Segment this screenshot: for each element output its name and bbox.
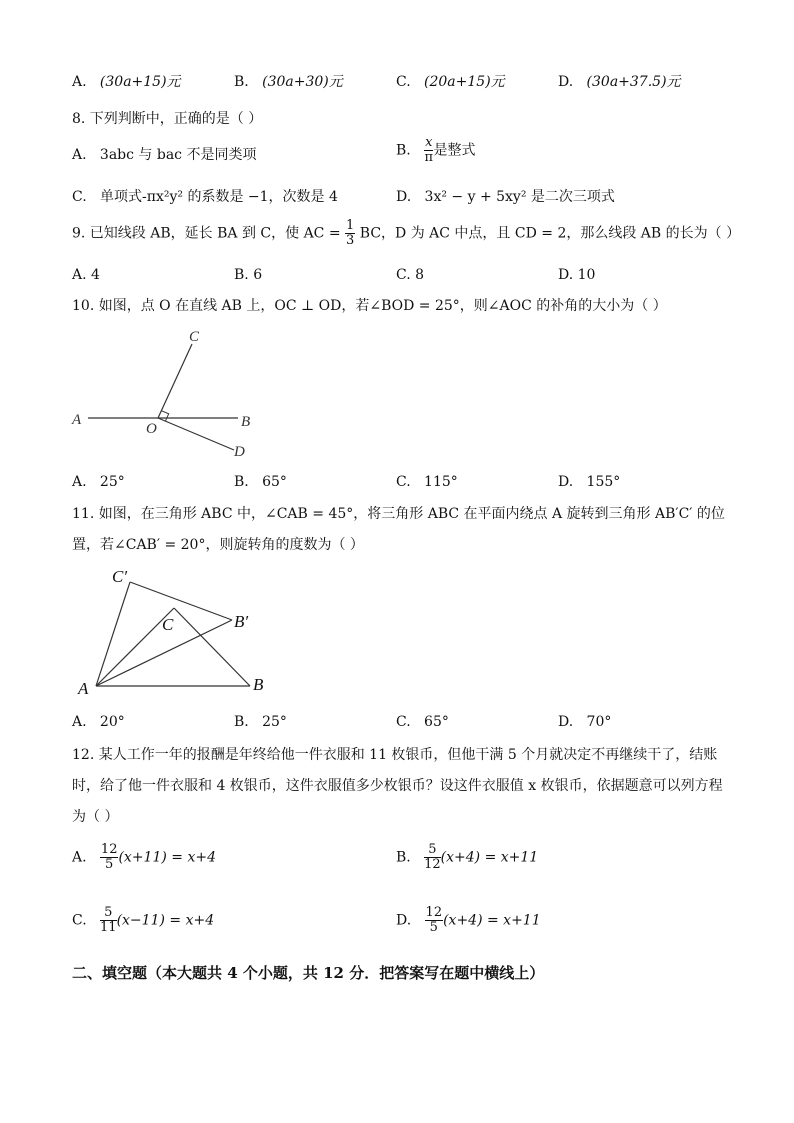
option-label: C. bbox=[72, 912, 87, 929]
q8-option-a bbox=[72, 146, 256, 164]
q8-option-b bbox=[396, 136, 475, 165]
q12-stem-line3: 为（ ） bbox=[72, 809, 119, 825]
label-c-prime: C′ bbox=[112, 567, 128, 586]
option-label: B. bbox=[234, 74, 249, 90]
option-text: 单项式-πx²y² 的系数是 −1，次数是 4 bbox=[100, 189, 338, 205]
option-label: D. bbox=[558, 714, 574, 730]
option-text: (30a+15)元 bbox=[99, 74, 181, 90]
q9-option-a: A. 4 bbox=[72, 267, 100, 283]
fraction-denominator: 11 bbox=[100, 920, 117, 935]
fraction-denominator: π bbox=[424, 150, 434, 165]
option-text: (x+11) = x+4 bbox=[118, 849, 216, 866]
q11-option-c bbox=[396, 713, 449, 731]
q10-option-b bbox=[234, 473, 287, 491]
option-text: 25° bbox=[99, 474, 125, 490]
fraction-denominator: 12 bbox=[424, 857, 441, 872]
q12-option-c bbox=[72, 906, 214, 935]
q10-option-d bbox=[558, 473, 620, 491]
option-text: 65° bbox=[262, 474, 287, 490]
q8-option-d bbox=[396, 188, 615, 206]
q9-option-d: D. 10 bbox=[558, 267, 596, 283]
option-label: D. bbox=[396, 912, 412, 929]
option-text: 3abc 与 bac 不是同类项 bbox=[99, 147, 257, 163]
option-text: (x+4) = x+11 bbox=[443, 912, 541, 929]
label-b: B bbox=[253, 675, 264, 694]
stem-text: 9. 已知线段 AB，延长 BA 到 C，使 AC = bbox=[72, 225, 341, 242]
option-label: A. bbox=[72, 714, 87, 730]
fraction-numerator: 1 bbox=[346, 218, 355, 233]
q12-option-a bbox=[72, 843, 216, 872]
q12-option-b bbox=[396, 843, 538, 872]
q7-option-c bbox=[396, 73, 505, 91]
q11-stem-line2: 置，若∠CAB′ = 20°，则旋转角的度数为（ ） bbox=[72, 537, 364, 553]
option-text: 115° bbox=[424, 474, 458, 490]
q9-stem bbox=[72, 219, 740, 248]
q11-option-d bbox=[558, 713, 611, 731]
fraction-denominator: 3 bbox=[346, 233, 355, 248]
q10-stem: 10. 如图，点 O 在直线 AB 上，OC ⊥ OD，若∠BOD = 25°，则∠AOC 的补角的大小为（ ） bbox=[72, 298, 667, 314]
label-b-prime: B′ bbox=[234, 612, 249, 631]
option-label: B. bbox=[396, 849, 411, 866]
option-text: 3x² − y + 5xy² 是二次三项式 bbox=[424, 189, 615, 205]
q12-stem-line1: 12. 某人工作一年的报酬是年终给他一件衣服和 11 枚银币，但他干满 5 个月就决定不再继续干了，结账 bbox=[72, 747, 718, 763]
fraction-numerator: 12 bbox=[100, 842, 118, 857]
fraction bbox=[100, 843, 119, 872]
label-c: C bbox=[162, 615, 174, 634]
fraction bbox=[345, 219, 355, 248]
q11-option-b bbox=[234, 713, 287, 731]
option-text: 70° bbox=[586, 714, 612, 730]
option-text: (x−11) = x+4 bbox=[116, 912, 215, 929]
label-o: O bbox=[146, 421, 157, 437]
option-label: D. bbox=[558, 474, 574, 490]
fraction bbox=[100, 906, 117, 935]
fraction-denominator: 5 bbox=[105, 857, 114, 872]
section-heading: 二、填空题（本大题共 4 个小题，共 12 分．把答案写在题中横线上） bbox=[72, 964, 545, 982]
q11-figure bbox=[70, 560, 280, 700]
option-label: A. bbox=[72, 74, 87, 90]
label-b: B bbox=[241, 414, 251, 430]
option-text: (30a+30)元 bbox=[262, 74, 343, 90]
fraction-denominator: 5 bbox=[429, 920, 438, 935]
q8-option-c bbox=[72, 188, 338, 206]
option-label: C. bbox=[396, 74, 411, 90]
fraction bbox=[425, 906, 444, 935]
segment-c1b1 bbox=[130, 582, 232, 620]
option-text: 20° bbox=[99, 714, 125, 730]
fraction bbox=[424, 843, 441, 872]
option-text: 是整式 bbox=[433, 142, 476, 159]
option-label: A. bbox=[72, 147, 87, 163]
q7-option-a bbox=[72, 73, 181, 91]
option-label: D. bbox=[396, 189, 412, 205]
ray-oc bbox=[158, 344, 192, 418]
q11-stem-line1: 11. 如图，在三角形 ABC 中，∠CAB = 45°，将三角形 ABC 在平面内绕点 A 旋转到三角形 AB′C′ 的位 bbox=[72, 506, 725, 522]
fraction-numerator: 5 bbox=[100, 906, 117, 921]
option-label: C. bbox=[396, 474, 411, 490]
option-label: B. bbox=[396, 142, 411, 159]
q10-figure bbox=[66, 322, 266, 462]
q9-option-c: C. 8 bbox=[396, 267, 425, 283]
label-c: C bbox=[189, 329, 200, 345]
option-text: (20a+15)元 bbox=[424, 74, 505, 90]
option-text: 65° bbox=[424, 714, 449, 730]
q9-option-b: B. 6 bbox=[234, 267, 263, 283]
label-d: D bbox=[234, 444, 245, 460]
stem-text: BC，D 为 AC 中点，且 CD = 2，那么线段 AB 的长为（ ） bbox=[359, 225, 741, 242]
option-label: A. bbox=[72, 849, 87, 866]
option-label: C. bbox=[396, 714, 411, 730]
q8-stem: 8. 下列判断中，正确的是（ ） bbox=[72, 111, 263, 127]
option-text: (x+4) = x+11 bbox=[440, 849, 539, 866]
option-label: B. bbox=[234, 474, 249, 490]
q12-option-d bbox=[396, 906, 541, 935]
q12-stem-line2: 时，给了他一件衣服和 4 枚银币，这件衣服值多少枚银币？设这件衣服值 x 枚银币，依据题意可以列方程 bbox=[72, 778, 723, 794]
q7-option-b bbox=[234, 73, 343, 91]
label-a: A bbox=[72, 412, 82, 428]
option-label: B. bbox=[234, 714, 249, 730]
option-text: (30a+37.5)元 bbox=[586, 74, 681, 90]
q10-option-c bbox=[396, 473, 458, 491]
q7-option-d bbox=[558, 73, 681, 91]
segment-ac1 bbox=[96, 582, 130, 686]
fraction-numerator: x bbox=[425, 135, 433, 150]
fraction-numerator: 5 bbox=[424, 843, 441, 858]
option-label: D. bbox=[558, 74, 574, 90]
ray-od bbox=[158, 418, 234, 450]
option-label: A. bbox=[72, 474, 87, 490]
option-label: C. bbox=[72, 189, 87, 205]
fraction-numerator: 12 bbox=[425, 905, 443, 920]
label-a: A bbox=[78, 679, 89, 698]
option-text: 155° bbox=[586, 474, 621, 490]
option-text: 25° bbox=[262, 714, 287, 730]
q11-option-a bbox=[72, 713, 125, 731]
q10-option-a bbox=[72, 473, 125, 491]
